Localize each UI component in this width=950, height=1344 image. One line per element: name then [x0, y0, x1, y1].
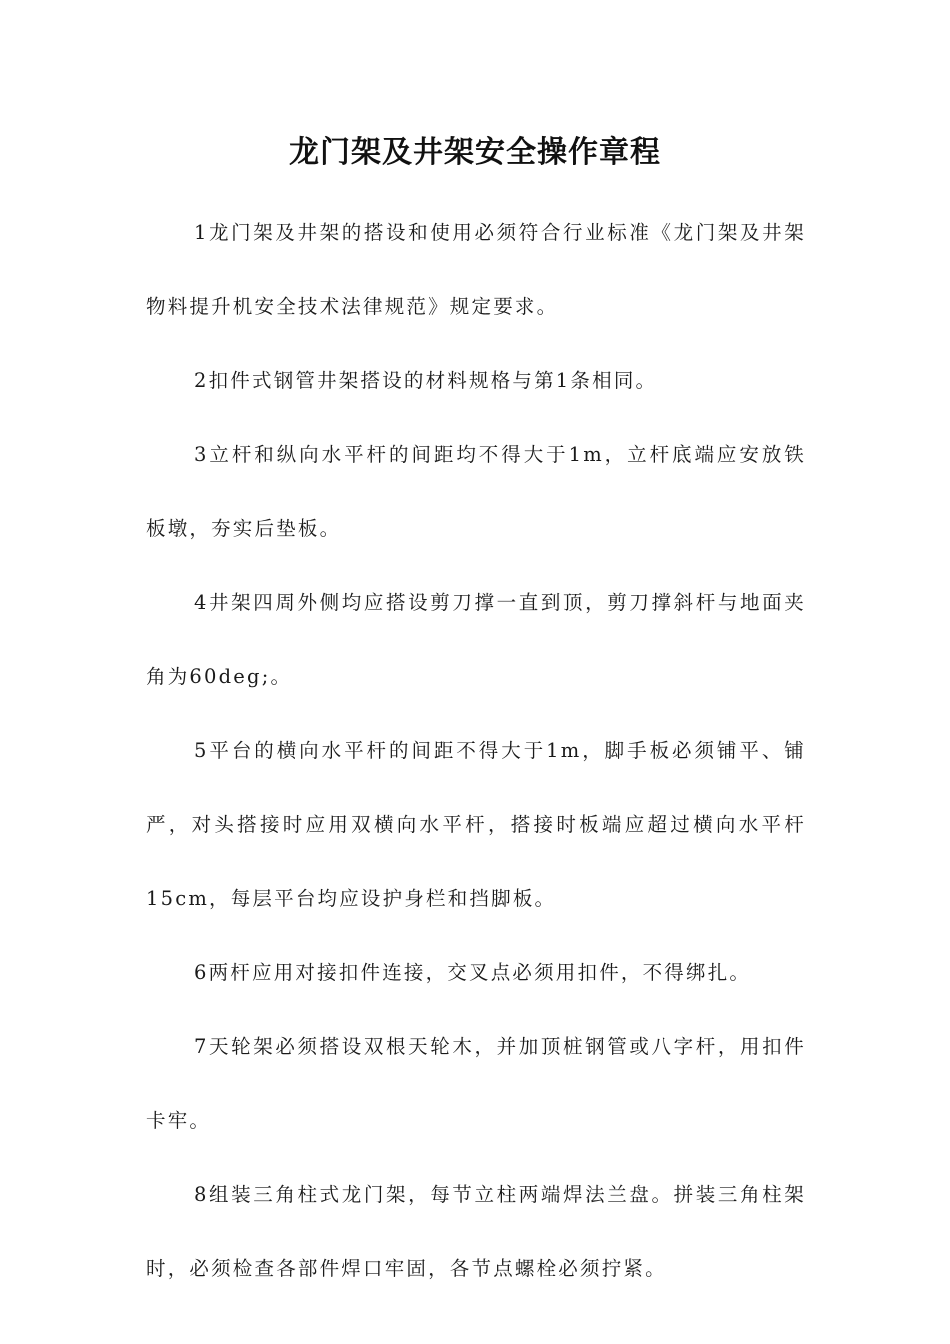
- paragraph-2: 2扣件式钢管井架搭设的材料规格与第1条相同。: [194, 369, 658, 392]
- paragraph-1: 1龙门架及井架的搭设和使用必须符合行业标准《龙门架及井架物料提升机安全技术法律规范》规定要求。: [146, 221, 806, 318]
- document-body: [146, 196, 806, 1306]
- paragraph-3: 3立杆和纵向水平杆的间距均不得大于1m，立杆底端应安放铁板墩，夯实后垫板。: [146, 443, 806, 540]
- paragraph-5: 5平台的横向水平杆的间距不得大于1m，脚手板必须铺平、铺严，对头搭接时应用双横向水平杆，搭接时板端应超过横向水平杆15cm，每层平台均应设护身栏和挡脚板。: [146, 739, 806, 910]
- paragraph-7: 7天轮架必须搭设双根天轮木，并加顶桩钢管或八字杆，用扣件卡牢。: [146, 1035, 806, 1132]
- paragraph-6: 6两杆应用对接扣件连接，交叉点必须用扣件，不得绑扎。: [194, 961, 752, 984]
- paragraph-8: 8组装三角柱式龙门架，每节立柱两端焊法兰盘。拼装三角柱架时，必须检查各部件焊口牢固，各节点螺栓必须拧紧。: [146, 1183, 806, 1280]
- paragraph-4: 4井架四周外侧均应搭设剪刀撑一直到顶，剪刀撑斜杆与地面夹角为60deg;。: [146, 591, 806, 688]
- document-title: 龙门架及井架安全操作章程: [289, 135, 661, 170]
